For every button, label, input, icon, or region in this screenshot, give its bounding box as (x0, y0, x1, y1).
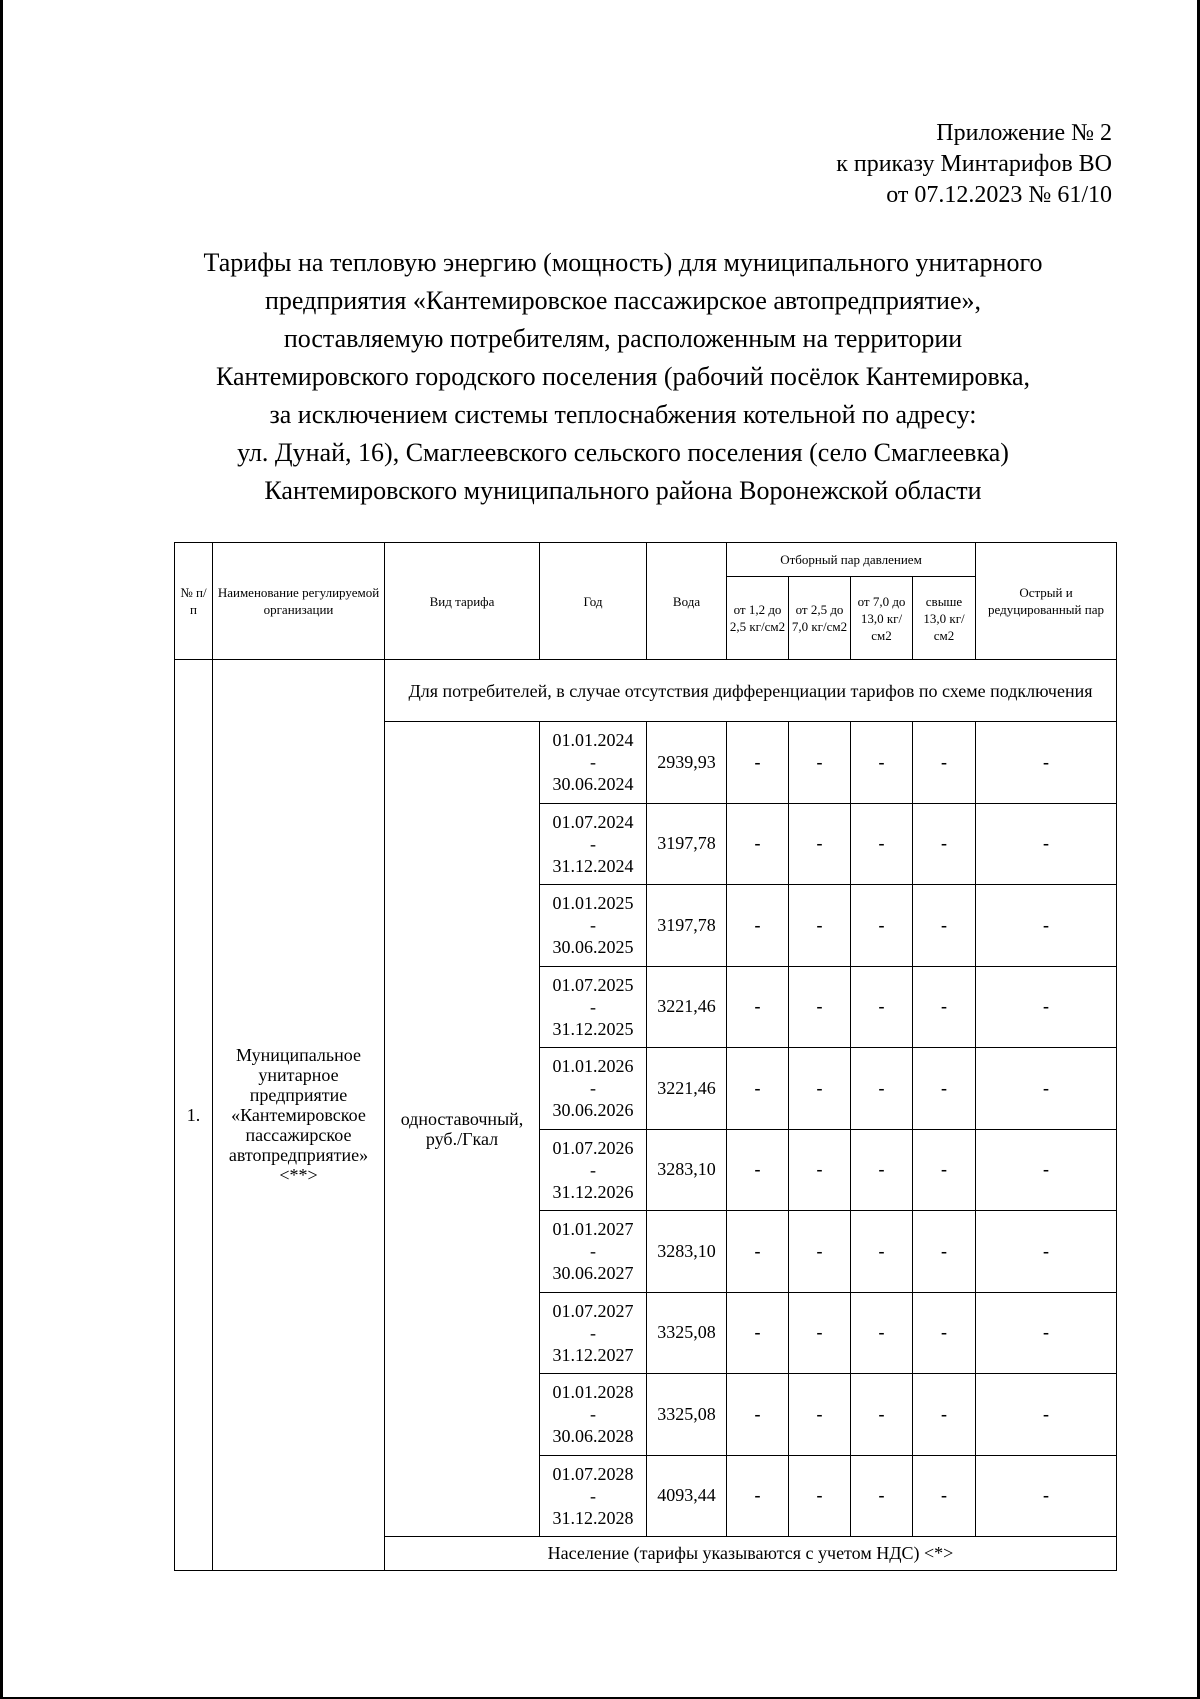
steam-1-value: - (727, 1129, 789, 1211)
period-to: 31.12.2026 (552, 1181, 634, 1202)
period-from: 01.01.2024 (552, 730, 634, 751)
steam-1-value: - (727, 1048, 789, 1130)
period-to: 30.06.2028 (552, 1426, 634, 1447)
steam-4-value: - (913, 1129, 976, 1211)
title-line: за исключением системы теплоснабжения котельной по адресу: (269, 400, 977, 429)
water-tariff: 3325,08 (647, 1292, 727, 1374)
steam-3-value: - (851, 966, 913, 1048)
steam-4-value: - (913, 1211, 976, 1293)
water-tariff: 3197,78 (647, 803, 727, 885)
sharp-steam-value: - (976, 966, 1117, 1048)
steam-2-value: - (789, 1292, 851, 1374)
header-water: Вода (647, 543, 727, 660)
steam-1-value: - (727, 722, 789, 804)
water-tariff: 4093,44 (647, 1455, 727, 1537)
period-separator: - (590, 1078, 596, 1099)
water-tariff: 3283,10 (647, 1211, 727, 1293)
steam-3-value: - (851, 1292, 913, 1374)
period-separator: - (590, 1159, 596, 1180)
header-row (175, 543, 1117, 577)
steam-4-value: - (913, 1374, 976, 1456)
period-separator: - (590, 1241, 596, 1262)
steam-2-value: - (789, 1455, 851, 1537)
period-from: 01.07.2028 (552, 1463, 634, 1484)
period-from: 01.01.2025 (552, 893, 634, 914)
appendix-line-3: от 07.12.2023 № 61/10 (886, 182, 1112, 208)
sharp-steam-value: - (976, 1048, 1117, 1130)
period-from: 01.01.2026 (552, 1056, 634, 1077)
header-num: № п/п (175, 543, 213, 660)
period-separator: - (590, 915, 596, 936)
water-tariff: 3221,46 (647, 966, 727, 1048)
steam-1-value: - (727, 885, 789, 967)
period-to: 30.06.2025 (552, 937, 634, 958)
period-cell (540, 722, 647, 804)
steam-4-value: - (913, 966, 976, 1048)
steam-2-value: - (789, 966, 851, 1048)
header-steam-1: от 1,2 до 2,5 кг/см2 (727, 577, 789, 660)
steam-1-value: - (727, 966, 789, 1048)
period-to: 31.12.2025 (552, 1018, 634, 1039)
steam-1-value: - (727, 803, 789, 885)
period-to: 30.06.2024 (552, 774, 634, 795)
section-population: Население (тарифы указываются с учетом НДС) <*> (385, 1537, 1117, 1571)
title-line: Кантемировского муниципального района Воронежской области (264, 476, 982, 505)
row-number: 1. (175, 660, 213, 1571)
tariff-type: одноставочный, руб./Гкал (385, 722, 540, 1537)
header-steam-2: от 2,5 до 7,0 кг/см2 (789, 577, 851, 660)
period-to: 30.06.2027 (552, 1263, 634, 1284)
title-line: Тарифы на тепловую энергию (мощность) для муниципального унитарного (203, 248, 1043, 277)
period-separator: - (590, 1322, 596, 1343)
steam-4-value: - (913, 1455, 976, 1537)
header-steam-4: свыше 13,0 кг/см2 (913, 577, 976, 660)
sharp-steam-value: - (976, 1455, 1117, 1537)
steam-2-value: - (789, 1374, 851, 1456)
period-from: 01.01.2027 (552, 1219, 634, 1240)
period-cell (540, 966, 647, 1048)
period-cell (540, 885, 647, 967)
title-line: предприятия «Кантемировское пассажирское автопредприятие», (264, 286, 982, 315)
header-steam-group: Отборный пар давлением (727, 543, 976, 577)
period-from: 01.07.2025 (552, 974, 634, 995)
title-line: ул. Дунай, 16), Смаглеевского сельского поселения (село Смаглеевка) (237, 438, 1009, 467)
header-sharp-steam: Острый и редуцированный пар (976, 543, 1117, 660)
period-cell (540, 1129, 647, 1211)
appendix-line-2: к приказу Минтарифов ВО (836, 151, 1112, 177)
steam-3-value: - (851, 1211, 913, 1293)
steam-2-value: - (789, 1048, 851, 1130)
steam-3-value: - (851, 1374, 913, 1456)
period-cell (540, 1455, 647, 1537)
sharp-steam-value: - (976, 1292, 1117, 1374)
period-to: 30.06.2026 (552, 1100, 634, 1121)
header-year: Год (540, 543, 647, 660)
document-title (153, 244, 1093, 510)
period-to: 31.12.2024 (552, 855, 634, 876)
period-separator: - (590, 1404, 596, 1425)
period-cell (540, 1048, 647, 1130)
steam-3-value: - (851, 803, 913, 885)
steam-4-value: - (913, 722, 976, 804)
steam-4-value: - (913, 1048, 976, 1130)
steam-4-value: - (913, 885, 976, 967)
period-separator: - (590, 752, 596, 773)
title-line: поставляемую потребителям, расположенным на территории (283, 324, 963, 353)
header-steam-3: от 7,0 до 13,0 кг/см2 (851, 577, 913, 660)
header-organization: Наименование регулируемой организации (213, 543, 385, 660)
period-from: 01.07.2026 (552, 1137, 634, 1158)
period-separator: - (590, 1485, 596, 1506)
section-no-differentiation: Для потребителей, в случае отсутствия дифференциации тарифов по схеме подключения (385, 660, 1117, 722)
period-to: 31.12.2027 (552, 1344, 634, 1365)
steam-4-value: - (913, 1292, 976, 1374)
period-to: 31.12.2028 (552, 1507, 634, 1528)
water-tariff: 2939,93 (647, 722, 727, 804)
steam-4-value: - (913, 803, 976, 885)
steam-1-value: - (727, 1455, 789, 1537)
sharp-steam-value: - (976, 803, 1117, 885)
sharp-steam-value: - (976, 1211, 1117, 1293)
period-from: 01.07.2027 (552, 1300, 634, 1321)
period-from: 01.01.2028 (552, 1382, 634, 1403)
period-separator: - (590, 833, 596, 854)
header-tariff-type: Вид тарифа (385, 543, 540, 660)
steam-3-value: - (851, 722, 913, 804)
period-cell (540, 1211, 647, 1293)
steam-1-value: - (727, 1292, 789, 1374)
steam-3-value: - (851, 1048, 913, 1130)
period-separator: - (590, 996, 596, 1017)
period-cell (540, 1374, 647, 1456)
steam-2-value: - (789, 1129, 851, 1211)
steam-3-value: - (851, 885, 913, 967)
appendix-reference (836, 118, 1112, 211)
steam-1-value: - (727, 1374, 789, 1456)
steam-3-value: - (851, 1455, 913, 1537)
water-tariff: 3197,78 (647, 885, 727, 967)
sharp-steam-value: - (976, 885, 1117, 967)
steam-2-value: - (789, 803, 851, 885)
period-from: 01.07.2024 (552, 811, 634, 832)
water-tariff: 3221,46 (647, 1048, 727, 1130)
steam-2-value: - (789, 722, 851, 804)
organization-name: Муниципальное унитарное предприятие «Кантемировское пассажирское автопредприятие» <**> (213, 660, 385, 1571)
tariff-table (174, 542, 1117, 1571)
appendix-line-1: Приложение № 2 (936, 120, 1112, 146)
sharp-steam-value: - (976, 1129, 1117, 1211)
steam-3-value: - (851, 1129, 913, 1211)
title-line: Кантемировского городского поселения (рабочий посёлок Кантемировка, (215, 362, 1031, 391)
water-tariff: 3325,08 (647, 1374, 727, 1456)
steam-2-value: - (789, 1211, 851, 1293)
period-cell (540, 803, 647, 885)
sharp-steam-value: - (976, 722, 1117, 804)
steam-1-value: - (727, 1211, 789, 1293)
water-tariff: 3283,10 (647, 1129, 727, 1211)
sharp-steam-value: - (976, 1374, 1117, 1456)
steam-2-value: - (789, 885, 851, 967)
section-row (175, 660, 1117, 722)
period-cell (540, 1292, 647, 1374)
